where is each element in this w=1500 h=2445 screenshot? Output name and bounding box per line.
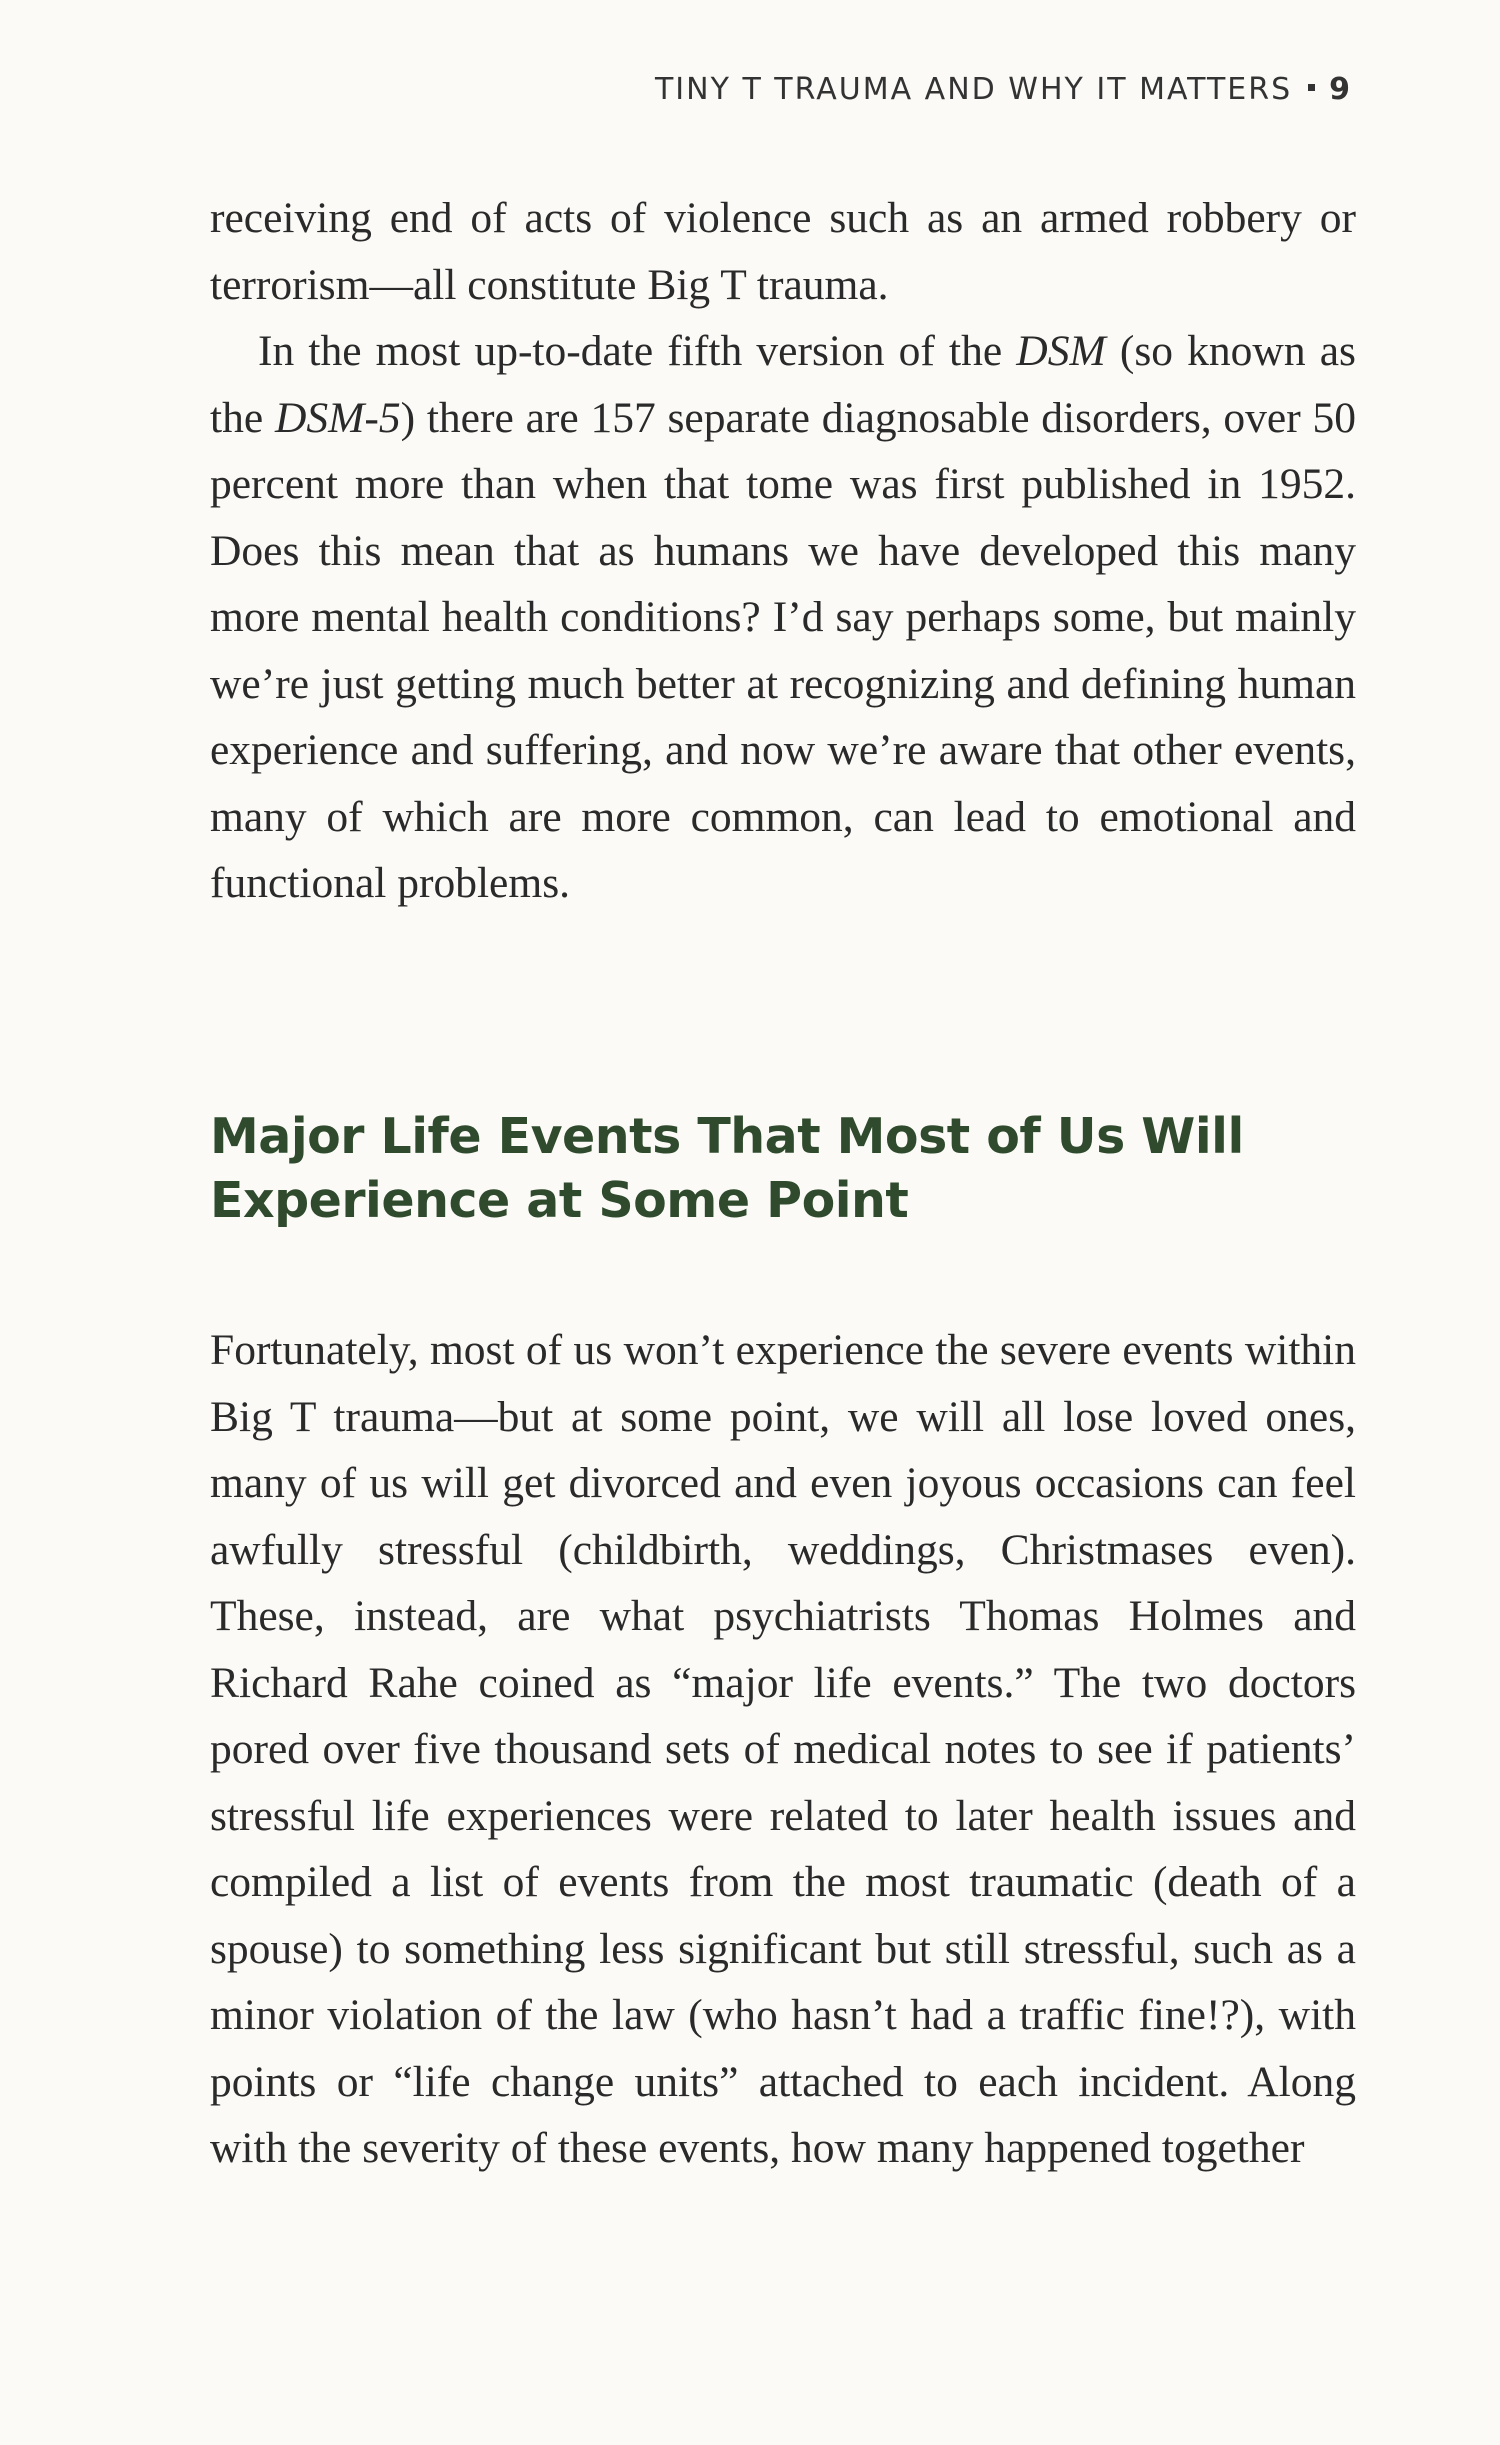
dsm-title: DSM [1016, 327, 1106, 375]
body-text-top [210, 185, 1356, 917]
paragraph-major-life-events: Fortunately, most of us won’t experience the severe events within Big T trauma—but at some point, we will all lose loved ones, many of us will get divorced and even joyous occasions can feel awfully stressful (childbirth, weddings, Christmases even). These, instead, are what psychiatrists Thomas Holmes and Richard Rahe coined as “major life events.” The two doctors pored over five thousand sets of medical notes to see if patients’ stressful life experiences were related to later health issues and compiled a list of events from the most traumatic (death of a spouse) to something less significant but still stressful, such as a minor violation of the law (who hasn’t had a traffic fine!?), with points or “life change units” attached to each incident. Along with the severity of these events, how many happened together [210, 1326, 1356, 2172]
paragraph-dsm [210, 318, 1356, 917]
paragraph-continued: receiving end of acts of violence such as an armed robbery or terrorism—all constitute Big T trauma. [210, 194, 1356, 309]
page-number: 9 [1329, 72, 1352, 107]
dsm5-title: DSM-5 [274, 393, 401, 442]
paragraph-dsm-text-2: (so known as the [210, 327, 1356, 442]
section-heading-line-2: Experience at Some Point [210, 1172, 909, 1229]
body-text-section [210, 1317, 1356, 2182]
section-heading [210, 1105, 1356, 1233]
running-head-title: TINY T TRAUMA AND WHY IT MATTERS [654, 72, 1293, 107]
section-heading-line-1: Major Life Events That Most of Us Will [210, 1108, 1244, 1165]
bullet-separator-icon [1308, 84, 1315, 91]
paragraph-dsm-text-3: ) there are 157 separate diagnosable disorders, over 50 percent more than when that tome was first published in 1952. Does this mean that as humans we have developed this many more mental health conditions? I’d say perhaps some, but mainly we’re just getting much better at recognizing and defining human experience and suffering, and now we’re aware that other events, many of which are more common, can lead to emotional and functional problems. [210, 393, 1356, 907]
running-head [655, 72, 1352, 107]
paragraph-dsm-text-1: In the most up-to-date fifth version of the [258, 327, 1017, 375]
